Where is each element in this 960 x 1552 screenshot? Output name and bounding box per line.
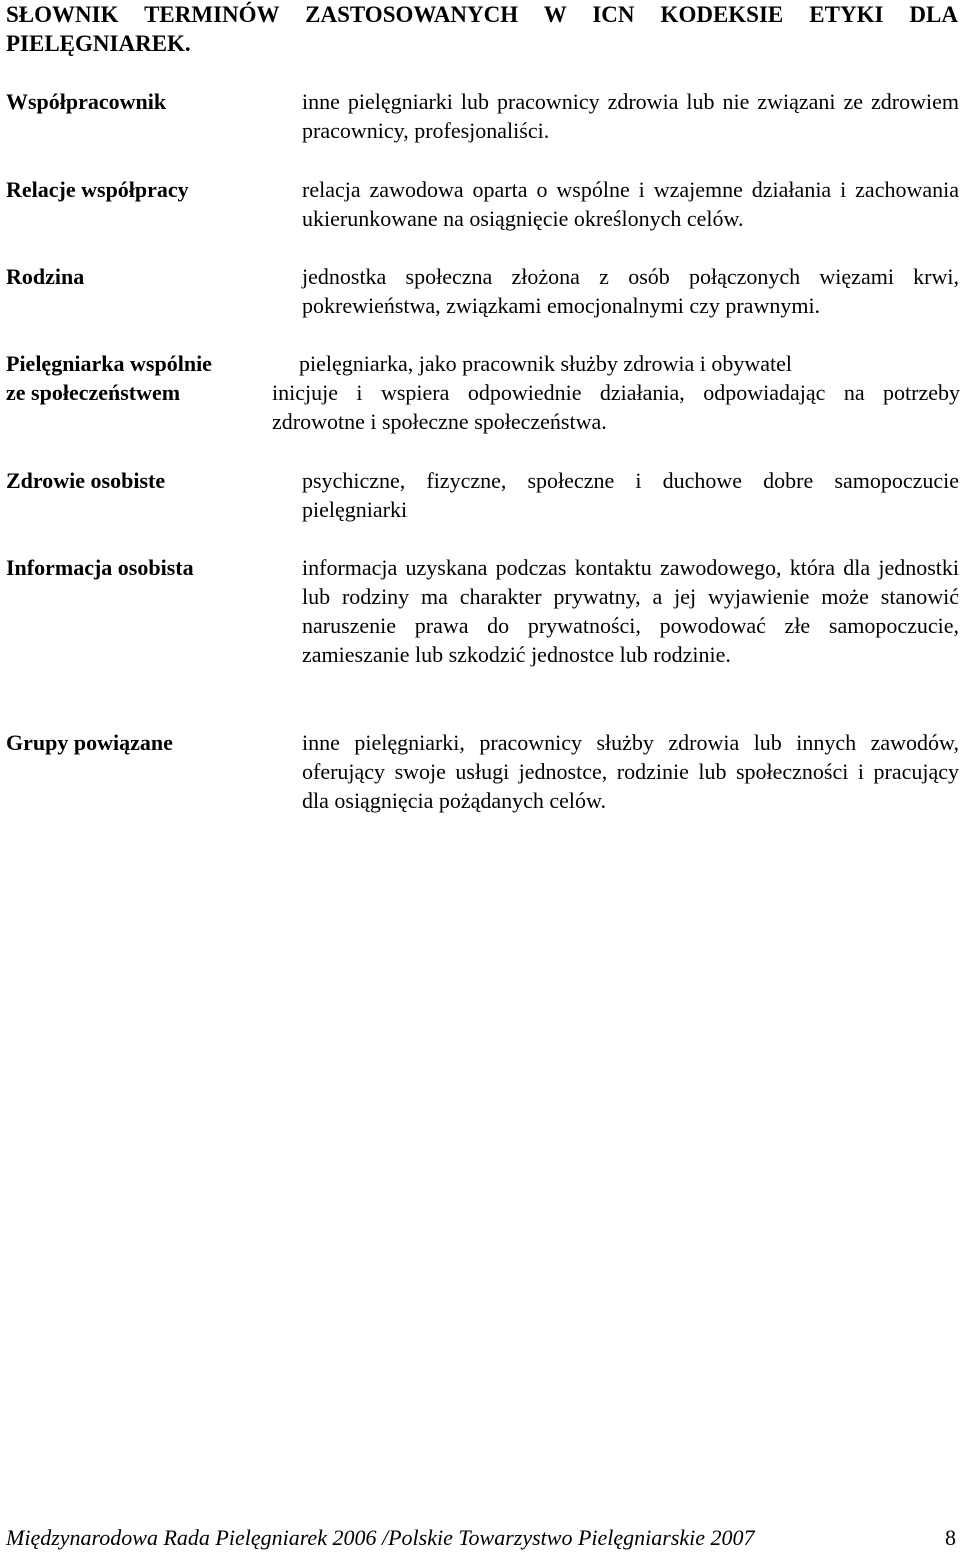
definition-wspolpracownik: inne pielęgniarki lub pracownicy zdrowia lub nie związani ze zdrowiem pracownicy, profesjonaliści. [302,89,959,143]
term-wspolpracownik: Współpracownik [6,89,167,114]
definition-rodzina: jednostka społeczna złożona z osób połączonych więzami krwi, pokrewieństwa, związkami emocjonalnymi czy prawnymi. [302,264,959,318]
definition-pielegniarka-wspolnie [272,349,960,436]
definition-zdrowie-osobiste: psychiczne, fizyczne, społeczne i duchowe dobre samopoczucie pielęgniarki [302,468,959,522]
term-zdrowie-osobiste: Zdrowie osobiste [6,468,166,493]
definition-informacja-osobista: informacja uzyskana podczas kontaktu zawodowego, która dla jednostki lub rodziny ma charakter prywatny, a jej wyjawienie może stanowić naruszenie prawa do prywatności, powodować złe samopoczucie, zamieszanie lub szkodzić jednostce lub rodzinie. [302,555,959,667]
term-line-2: ze społeczeństwem [6,380,181,405]
term-grupy-powiazane: Grupy powiązane [6,730,173,755]
page-title: SŁOWNIK TERMINÓW ZASTOSOWANYCH W ICN KODEKSIE ETYKI DLA PIELĘGNIAREK. [6,2,958,56]
term-line-1: Pielęgniarka wspólnie [6,351,212,376]
definition-relacje-wspolpracy: relacja zawodowa oparta o wspólne i wzajemne działania i zachowania ukierunkowane na osiągnięcie określonych celów. [302,177,959,231]
definition-rest: inicjuje i wspiera odpowiednie działania, odpowiadając na potrzeby zdrowotne i społeczne społeczeństwa. [272,380,960,434]
term-relacje-wspolpracy: Relacje współpracy [6,177,189,202]
footer-text: Międzynarodowa Rada Pielęgniarek 2006 /Polskie Towarzystwo Pielęgniarskie 2007 [6,1525,755,1550]
definition-line-1: pielęgniarka, jako pracownik służby zdrowia i obywatel [299,351,793,376]
term-pielegniarka-wspolnie [6,349,266,407]
page-number: 8 [945,1525,956,1550]
term-rodzina: Rodzina [6,264,85,289]
term-informacja-osobista: Informacja osobista [6,555,194,580]
definition-grupy-powiazane: inne pielęgniarki, pracownicy służby zdrowia lub innych zawodów, oferujący swoje usługi jednostce, rodzinie lub społeczności i pracujący dla osiągnięcia pożądanych celów. [302,730,959,813]
